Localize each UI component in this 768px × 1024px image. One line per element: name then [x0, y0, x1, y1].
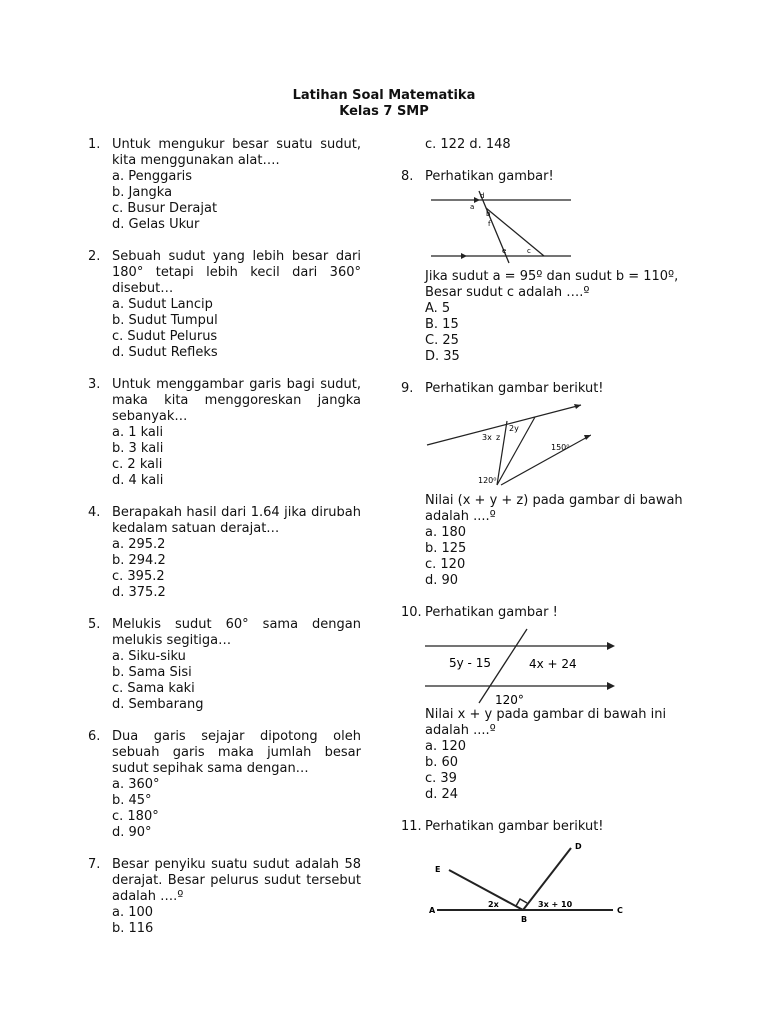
label-2x: 2x [488, 900, 499, 909]
option-d: D. 35 [425, 349, 460, 364]
option-d: d. 90 [425, 573, 459, 588]
option-d: d. 4 kali [112, 473, 164, 488]
question-number: 6. [88, 729, 101, 744]
label-a: a [470, 203, 475, 211]
question-2 [88, 249, 361, 361]
option-a: a. 295.2 [112, 537, 166, 552]
option-c: c. 122 [425, 137, 466, 152]
worksheet-subtitle: Kelas 7 SMP [339, 104, 429, 119]
option-c: c. 39 [425, 771, 457, 786]
label-e: e [502, 247, 507, 255]
label-C: C [617, 906, 623, 915]
question-8 [401, 169, 693, 365]
question-text: Nilai (x + y + z) pada gambar di bawah adalah ....º [425, 493, 683, 524]
label-4x-24: 4x + 24 [529, 657, 577, 671]
question-text: Jika sudut a = 95º dan sudut b = 110º, Besar sudut c adalah ….º [425, 269, 679, 300]
option-a: a. Penggaris [112, 169, 193, 184]
question-text: Nilai x + y pada gambar di bawah ini adalah ....º [425, 707, 667, 738]
question-stem: Perhatikan gambar ! [425, 605, 558, 620]
option-b: b. 45° [112, 793, 152, 808]
question-stem: Besar penyiku suatu sudut adalah 58 derajat. Besar pelurus sudut tersebut adalah ….º [112, 857, 361, 904]
question-number: 8. [401, 169, 414, 184]
worksheet-title: Latihan Soal Matematika [292, 88, 476, 103]
question-stem: Perhatikan gambar berikut! [425, 381, 604, 396]
option-a: a. Siku-siku [112, 649, 186, 664]
question-number: 3. [88, 377, 101, 392]
option-d: d. 148 [469, 137, 511, 152]
option-d: d. 375.2 [112, 585, 166, 600]
question-number: 4. [88, 505, 101, 520]
question-6 [88, 729, 361, 841]
parallel-lines-triangle-figure [429, 189, 575, 265]
option-c: c. 180° [112, 809, 159, 824]
label-3x-plus-10: 3x + 10 [538, 900, 573, 909]
question-number: 2. [88, 249, 101, 264]
label-B: B [521, 915, 528, 924]
option-a: a. 360° [112, 777, 160, 792]
question-7 [88, 857, 361, 937]
option-a: a. 180 [425, 525, 467, 540]
option-d: d. 24 [425, 787, 459, 802]
option-c: c. 120 [425, 557, 466, 572]
option-c: c. Busur Derajat [112, 201, 218, 216]
right-column [401, 137, 693, 925]
question-9 [401, 381, 693, 589]
option-c: c. Sudut Pelurus [112, 329, 218, 344]
question-stem: Dua garis sejajar dipotong oleh sebuah garis maka jumlah besar sudut sepihak sama dengan… [112, 729, 361, 776]
question-stem: Sebuah sudut yang lebih besar dari 180° tetapi lebih kecil dari 360° disebut… [112, 249, 361, 296]
option-d: d. Gelas Ukur [112, 217, 200, 232]
question-number: 11. [401, 819, 422, 834]
option-b: b. 294.2 [112, 553, 166, 568]
option-b: b. Jangka [112, 185, 173, 200]
label-A: A [429, 906, 436, 915]
label-2y: 2y [509, 424, 519, 433]
option-d: d. Sembarang [112, 697, 204, 712]
option-b: B. 15 [425, 317, 459, 332]
option-a: A. 5 [425, 301, 451, 316]
question-stem: Untuk mengukur besar suatu sudut, kita menggunakan alat…. [112, 137, 361, 168]
option-b: b. Sama Sisi [112, 665, 192, 680]
question-7-continued [401, 137, 693, 153]
label-c: c [527, 247, 531, 255]
option-a: a. 100 [112, 905, 154, 920]
option-b: b. 3 kali [112, 441, 164, 456]
question-1 [88, 137, 361, 233]
parallel-lines-expressions-figure [423, 627, 619, 705]
question-3 [88, 377, 361, 489]
option-a: a. 1 kali [112, 425, 164, 440]
left-column [88, 137, 361, 937]
label-d: d [480, 192, 485, 200]
question-stem: Untuk menggambar garis bagi sudut, maka kita menggoreskan jangka sebanyak… [112, 377, 361, 424]
option-d: d. Sudut Refleks [112, 345, 218, 360]
label-120: 120⁰ [478, 476, 497, 485]
label-120-degrees: 120° [495, 693, 524, 705]
option-b: b. 60 [425, 755, 459, 770]
label-b: b [486, 210, 491, 218]
label-f: f [488, 220, 491, 228]
option-c: c. Sama kaki [112, 681, 195, 696]
question-stem: Berapakah hasil dari 1.64 jika dirubah kedalam satuan derajat… [112, 505, 361, 536]
option-b: b. 125 [425, 541, 467, 556]
right-angle-figure [427, 839, 627, 925]
question-stem: Perhatikan gambar berikut! [425, 819, 604, 834]
label-E: E [435, 865, 441, 874]
option-c: C. 25 [425, 333, 459, 348]
question-number: 9. [401, 381, 414, 396]
question-5 [88, 617, 361, 713]
label-150: 150⁰ [551, 443, 570, 452]
option-c: c. 2 kali [112, 457, 163, 472]
question-number: 1. [88, 137, 101, 152]
label-z: z [496, 433, 501, 442]
question-stem: Melukis sudut 60° sama dengan melukis segitiga… [112, 617, 361, 648]
question-number: 7. [88, 857, 101, 872]
option-a: a. 120 [425, 739, 467, 754]
option-c: c. 395.2 [112, 569, 165, 584]
label-5y-15: 5y - 15 [449, 656, 491, 670]
option-d: d. 90° [112, 825, 152, 840]
question-number: 10. [401, 605, 422, 620]
angles-triangle-figure [425, 401, 591, 487]
question-10 [401, 605, 693, 803]
label-3x: 3x [482, 433, 492, 442]
label-D: D [575, 842, 582, 851]
question-11 [401, 819, 693, 925]
question-stem: Perhatikan gambar! [425, 169, 554, 184]
option-b: b. 116 [112, 921, 154, 936]
option-b: b. Sudut Tumpul [112, 313, 218, 328]
question-number: 5. [88, 617, 101, 632]
option-a: a. Sudut Lancip [112, 297, 213, 312]
question-4 [88, 505, 361, 601]
